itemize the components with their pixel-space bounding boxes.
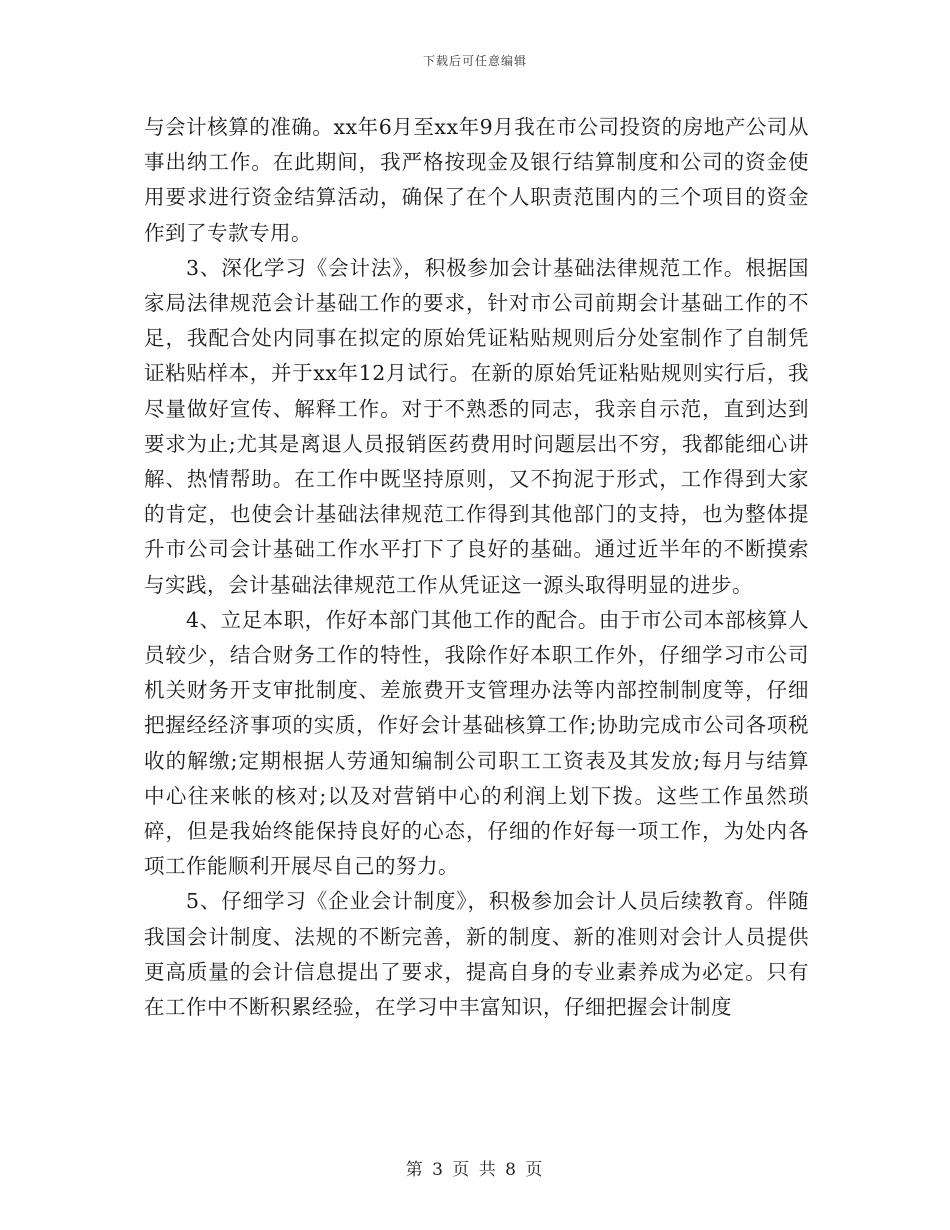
paragraph-item-5: 5、仔细学习《企业会计制度》，积极参加会计人员后续教育。伴随我国会计制度、法规的不断完善，新的制度、新的准则对会计人员提供更高质量的会计信息提出了要求，提高自身的专业素养成为必定。只有在工作中不断积累经验，在学习中丰富知识，仔细把握会计制度 xyxy=(144,889,809,1020)
paragraph-item-3: 3、深化学习《会计法》，积极参加会计基础法律规范工作。根据国家局法律规范会计基础工作的要求，针对市公司前期会计基础工作的不足，我配合处内同事在拟定的原始凭证粘贴规则后分处室制作了自制凭证粘贴样本，并于xx年12月试行。在新的原始凭证粘贴规则实行后，我尽量做好宣传、解释工作。对于不熟悉的同志，我亲自示范，直到达到要求为止;尤其是离退人员报销医药费用时问题层出不穷，我都能细心讲解、热情帮助。在工作中既坚持原则，又不拘泥于形式，工作得到大家的肯定，也使会计基础法律规范工作得到其他部门的支持，也为整体提升市公司会计基础工作水平打下了良好的基础。通过近半年的不断摸索与实践，会计基础法律规范工作从凭证这一源头取得明显的进步。 xyxy=(144,255,809,597)
page-number-footer: 第 3 页 共 8 页 xyxy=(405,1160,545,1180)
paragraph-item-4: 4、立足本职，作好本部门其他工作的配合。由于市公司本部核算人员较少，结合财务工作的特性，我除作好本职工作外，仔细学习市公司机关财务开支审批制度、差旅费开支管理办法等内部控制制度等，仔细把握经经济事项的实质，作好会计基础核算工作;协助完成市公司各项税收的解缴;定期根据人劳通知编制公司职工工资表及其发放;每月与结算中心往来帐的核对;以及对营销中心的利润上划下拨。这些工作虽然琐碎，但是我始终能保持良好的心态，仔细的作好每一项工作，为处内各项工作能顺利开展尽自己的努力。 xyxy=(144,607,809,879)
page-header: 下载后可任意编辑 xyxy=(422,54,527,68)
paragraph-continued: 与会计核算的准确。xx年6月至xx年9月我在市公司投资的房地产公司从事出纳工作。在此期间，我严格按现金及银行结算制度和公司的资金使用要求进行资金结算活动，确保了在个人职责范围内的三个项目的资金作到了专款专用。 xyxy=(144,115,809,245)
document-body xyxy=(144,110,809,1025)
